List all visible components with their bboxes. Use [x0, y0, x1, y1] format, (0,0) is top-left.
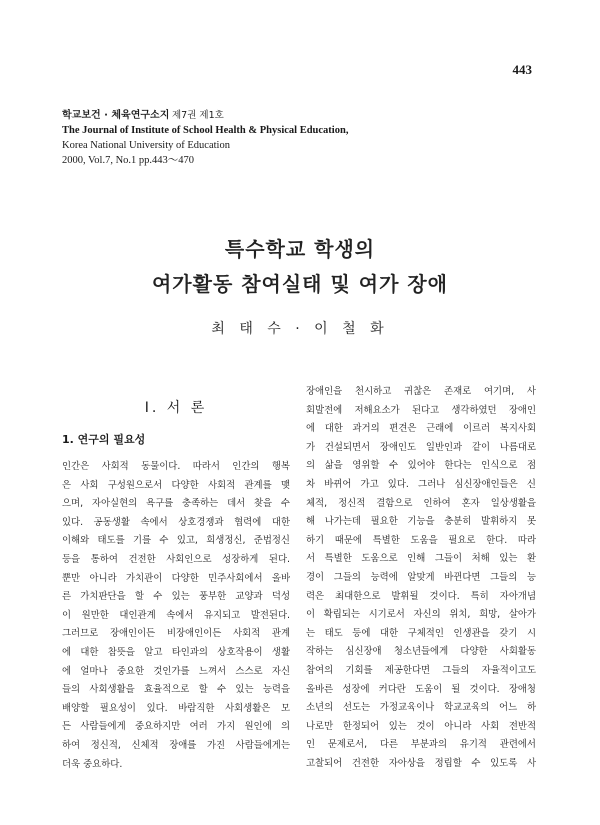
text-line: 뿐만 아니라 가치관이 다양한 민주사회에서 올바: [62, 572, 290, 584]
journal-institution: Korea National University of Education: [62, 140, 230, 151]
journal-citation: 2000, Vol.7, No.1 pp.443～470: [62, 155, 195, 166]
text-line: 차 바뀌어 가고 있다. 그러나 심신장애인들은 신: [306, 478, 536, 490]
text-line: 의 삶을 영위할 수 있어야 한다는 인식으로 점: [306, 460, 536, 472]
text-line: 이해와 태도를 기를 수 있고, 희생정신, 준법정신: [62, 535, 290, 547]
text-line: 고찰되어 건전한 자아상을 정립할 수 있도록 사: [306, 757, 536, 769]
subsection-heading: 1. 연구의 필요성: [62, 433, 146, 446]
text-line: 그러므로 장애인이든 비장애인이든 사회적 관계: [62, 628, 290, 640]
text-line: 인간은 사회적 동물이다. 따라서 인간의 행복: [62, 461, 290, 472]
text-line: 인 문제로서, 다른 부분과의 유기적 관련에서: [306, 739, 536, 751]
text-line: 에 대한 과거의 편견은 근래에 이르러 복지사회: [306, 423, 536, 435]
text-line: 이 확립되는 시기로서 자신의 위치, 희망, 살아가: [306, 609, 536, 621]
text-line: 가 건설되면서 장애인도 일반인과 같이 나름대로: [306, 441, 536, 453]
journal-info: [62, 108, 348, 168]
text-line: 는 태도 등에 대한 구체적인 인생관을 갖기 시: [306, 627, 536, 639]
text-line: 등을 통하여 건전한 사회인으로 성장하게 된다.: [62, 553, 290, 565]
text-line: 해 나가는데 필요한 기능을 충분히 발휘하지 못: [306, 516, 536, 528]
journal-korean-name: 학교보건 · 체육연구소지: [62, 110, 170, 121]
text-line: 들의 사회생활을 효율적으로 할 수 있는 능력을: [62, 684, 290, 696]
text-line: 경이 그들의 능력에 알맞게 바뀐다면 그들의 능: [306, 571, 536, 583]
paper-title-line-1: 특수학교 학생의: [224, 237, 376, 261]
text-line: 올바른 성장에 커다란 도움이 될 것이다. 장애청: [306, 683, 536, 695]
text-line: 작하는 심신장애 청소년들에게 다양한 사회활동: [306, 646, 536, 658]
text-line: 든 사람들에게 중요하지만 여러 가지 원인에 의: [62, 721, 290, 733]
left-column-body: [62, 458, 290, 774]
text-line: 나로만 한정되어 있는 것이 아니라 사회 전반적: [306, 720, 536, 732]
right-column-body: [306, 383, 536, 773]
section-heading: Ⅰ. 서 론: [144, 400, 208, 416]
text-line: 배양할 필요성이 있다. 바람직한 사회생활은 모: [62, 702, 290, 714]
journal-korean-line: [62, 108, 348, 123]
text-line: 소년의 선도는 가정교육이나 학교교육의 어느 하: [306, 702, 536, 714]
text-line: 른 가치판단을 할 수 있는 풍부한 교양과 덕성: [62, 591, 290, 603]
text-line: 은 사회 구성원으로서 다양한 사회적 관계를 맺: [62, 479, 290, 491]
text-line: 서 특별한 도움으로 인해 그들이 처해 있는 환: [306, 553, 536, 565]
text-line: 에 얼마나 중요한 것인가를 느껴서 스스로 자신: [62, 665, 290, 677]
text-line: 체적, 정신적 결함으로 인하여 혼자 일상생활을: [306, 497, 536, 509]
text-line: 있다. 공동생활 속에서 상호경쟁과 협력에 대한: [62, 516, 290, 528]
authors: 최 태 수 · 이 철 화: [211, 321, 389, 337]
text-line: 장애인을 천시하고 귀찮은 존재로 여기며, 사: [306, 386, 536, 397]
text-line: 하여 정신적, 신체적 장애를 가진 사람들에게는: [62, 739, 290, 751]
text-line: 에 대한 참뜻을 알고 타인과의 상호작용이 생활: [62, 646, 290, 658]
text-line: 더욱 중요하다.: [62, 758, 123, 770]
text-line: 력은 최대한으로 발휘될 것이다. 특히 자아개념: [306, 590, 536, 602]
page-number: 443: [512, 62, 532, 77]
journal-english-title: The Journal of Institute of School Health & Physical Education,: [62, 125, 349, 136]
journal-korean-volume: 제7권 제1호: [172, 110, 224, 121]
text-line: 이 원만한 대인관계 속에서 유지되고 발전된다.: [62, 609, 290, 621]
text-line: 참여의 기회를 제공한다면 그들의 자율적이고도: [306, 664, 536, 676]
text-line: 으며, 자아실현의 욕구를 충족하는 데서 찾을 수: [62, 498, 290, 510]
text-line: 하기 때문에 특별한 도움을 필요로 한다. 따라: [306, 534, 536, 546]
paper-title-line-2: 여가활동 참여실태 및 여가 장애: [151, 272, 448, 296]
text-line: 회발전에 저해요소가 된다고 생각하였던 장애인: [306, 404, 536, 416]
